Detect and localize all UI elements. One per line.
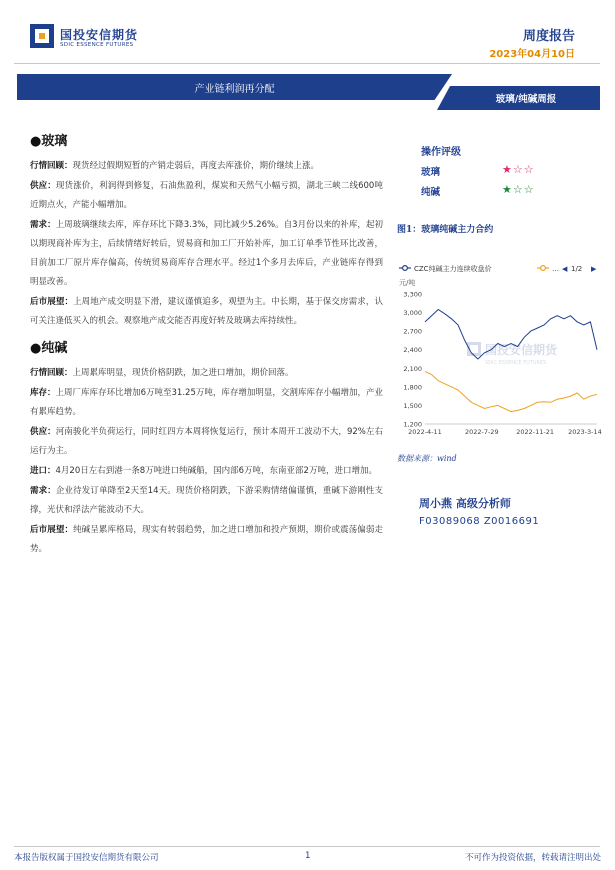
paragraph-text: 上周玻璃继续去库，库存环比下降3.3%，同比减少5.26%。自3月份以来的补库，起初以期现商补库为主，后续情绪好转后，贸易商和加工厂开始补库，加工订单季节性环比改善，目前加工厂原片库存偏高，传统贸易商库存合理水平。经过1个多月去库后，产业链库存得到明显改善。 — [30, 220, 383, 287]
glass-paragraph — [30, 177, 383, 215]
soda-section-title: ●纯碱 — [30, 341, 68, 356]
logo-text-en: SDIC ESSENCE FUTURES — [60, 42, 134, 48]
report-title: 产业链利润再分配 — [194, 84, 275, 95]
paragraph-text: 上周厂库库存环比增加6万吨至31.25万吨，库存增加明显，交割库库存小幅增加，产业有累库趋势。 — [30, 388, 383, 417]
commentary-column — [30, 130, 383, 560]
footer-divider — [14, 846, 600, 847]
x-tick-label: 2022-11-21 — [516, 428, 554, 436]
figure-title: 图1：玻璃纯碱主力合约 — [397, 225, 494, 235]
paragraph-label: 行情回顾： — [30, 161, 73, 171]
y-tick-label: 2,700 — [403, 327, 422, 336]
title-banner — [17, 74, 600, 110]
x-tick-label: 2022-7-29 — [464, 428, 499, 436]
page-number: 1 — [305, 851, 311, 861]
price-line-chart — [397, 254, 607, 444]
logo-text-cn: 国投安信期货 — [60, 28, 139, 42]
rating-name: 玻璃 — [421, 167, 441, 178]
paragraph-text: 企业待发订单降至2天至14天。现货价格阴跌，下游采购情绪偏谨慎，重碱下游刚性支撑，光伏和浮法产能波动不大。 — [30, 486, 383, 515]
y-axis-unit: 元/吨 — [399, 279, 416, 287]
legend-label-glass: … — [552, 265, 559, 273]
chart-legend — [399, 264, 597, 273]
footer-copyright: 本报告版权属于国投安信期货有限公司 — [14, 853, 159, 863]
x-tick-label: 2022-4-11 — [408, 428, 442, 436]
glass-section — [30, 157, 383, 331]
rating-stars-soda — [502, 183, 535, 196]
company-logo-icon — [30, 24, 54, 48]
glass-paragraph — [30, 293, 383, 331]
rating-stars-glass — [502, 163, 535, 176]
report-type: 周度报告 — [522, 29, 575, 44]
soda-paragraph — [30, 364, 383, 383]
paragraph-label: 供应： — [30, 181, 56, 191]
legend-prev-icon[interactable]: ◀ — [562, 265, 568, 273]
y-tick-label: 2,100 — [403, 364, 422, 373]
header-divider — [14, 63, 600, 64]
paragraph-text: 上周地产成交明显下滑，建议谨慎追多，观望为主。中长期，基于保交房需求，认可关注逢低买入的机会。观察地产成交能否再度好转及玻璃去库持续性。 — [30, 297, 383, 326]
y-tick-label: 3,300 — [403, 290, 422, 299]
soda-paragraph — [30, 384, 383, 422]
glass-paragraph — [30, 216, 383, 292]
paragraph-label: 供应： — [30, 427, 56, 437]
paragraph-text: 河南骏化半负荷运行，同时红四方本周将恢复运行，预计本周开工波动不大，92%左右运行为主。 — [30, 427, 383, 456]
legend-marker-soda — [403, 266, 408, 271]
y-tick-label: 3,000 — [403, 309, 422, 318]
report-subtitle: 玻璃/纯碱周报 — [495, 94, 557, 105]
legend-label-soda: CZC纯碱主力连续收盘价 — [414, 265, 492, 273]
report-date: 2023年04月10日 — [489, 49, 575, 60]
page-header — [0, 0, 615, 70]
star-empty-icon: ☆ — [512, 183, 524, 196]
paragraph-label: 需求： — [30, 220, 56, 230]
star-empty-icon: ☆ — [523, 183, 535, 196]
y-tick-label: 1,500 — [403, 401, 422, 410]
soda-paragraph — [30, 521, 383, 559]
y-tick-label: 2,400 — [403, 346, 422, 355]
star-empty-icon: ☆ — [523, 163, 535, 176]
soda-section — [30, 364, 383, 559]
legend-page: 1/2 — [571, 265, 583, 273]
paragraph-text: 纯碱呈累库格局，现实有转弱趋势，加之进口增加和投产预期，期价或震荡偏弱走势。 — [30, 525, 383, 554]
y-tick-label: 1,800 — [403, 383, 422, 392]
analyst-ids: F03089068 Z0016691 — [419, 516, 540, 527]
soda-paragraph — [30, 482, 383, 520]
soda-paragraph — [30, 423, 383, 461]
legend-next-icon[interactable]: ▶ — [591, 265, 597, 273]
x-tick-label: 2023-3-14 — [568, 428, 602, 436]
paragraph-label: 后市展望： — [30, 297, 74, 307]
rating-row-glass — [421, 164, 440, 178]
paragraph-label: 行情回顾： — [30, 368, 73, 378]
watermark-text-en: SDIC ESSENCE FUTURES — [485, 360, 547, 366]
star-filled-icon: ★ — [502, 163, 513, 176]
watermark — [467, 342, 558, 366]
rating-name: 纯碱 — [421, 187, 441, 198]
footer-disclaimer: 不可作为投资依据，转载请注明出处 — [464, 853, 601, 863]
glass-paragraph — [30, 157, 383, 176]
paragraph-text: 4月20日左右到港一条8万吨进口纯碱船，国内部6万吨，东南亚部2万吨，进口增加。 — [55, 466, 377, 476]
paragraph-label: 库存： — [30, 388, 56, 398]
paragraph-label: 进口： — [30, 466, 56, 476]
star-filled-icon: ★ — [502, 183, 513, 196]
paragraph-text: 上周累库明显，现货价格阴跌，加之进口增加，期价回落。 — [72, 368, 294, 378]
soda-paragraph — [30, 462, 383, 481]
series-line-glass — [425, 371, 597, 411]
rating-title: 操作评级 — [421, 147, 461, 158]
y-tick-label: 1,200 — [403, 420, 422, 429]
legend-marker-glass — [541, 266, 546, 271]
paragraph-label: 需求： — [30, 486, 56, 496]
paragraph-label: 后市展望： — [30, 525, 74, 535]
paragraph-text: 现货经过假期短暂的产销走弱后，再度去库涨价，期价继续上涨。 — [72, 161, 320, 171]
star-empty-icon: ☆ — [512, 163, 524, 176]
figure-source: 数据来源：wind — [397, 454, 457, 463]
watermark-text-cn: 国投安信期货 — [485, 343, 558, 357]
glass-section-title: ●玻璃 — [30, 134, 68, 149]
paragraph-text: 现货涨价，利润得到修复，石油焦盈利，煤炭和天然气小幅亏损，湖北三峡二线600吨近期点火，产能小幅增加。 — [30, 181, 383, 210]
analyst-name: 周小燕 高级分析师 — [419, 497, 511, 510]
rating-row-soda — [421, 184, 440, 198]
